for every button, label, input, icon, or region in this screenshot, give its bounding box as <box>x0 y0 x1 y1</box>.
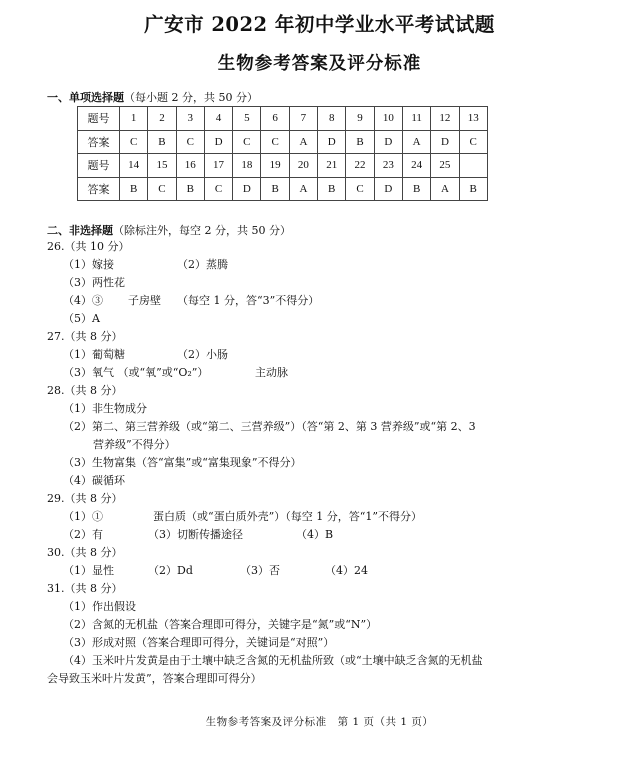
q31-answer-2: （2）含氮的无机盐（答案合理即可得分，关键字是“氮”或“N”） <box>63 618 378 631</box>
q26-answer-4b: 子房壁 <box>128 294 161 307</box>
answer-cell: C <box>176 130 204 154</box>
question-number: 5 <box>233 107 261 131</box>
question-number: 15 <box>148 154 176 178</box>
q28-answer-3: （3）生物富集（答“富集”或“富集现象”不得分） <box>63 456 302 469</box>
question-number: 13 <box>459 107 487 131</box>
row-label: 答案 <box>78 130 120 154</box>
q26-answer-5: （5）A <box>63 312 100 325</box>
answer-cell: C <box>233 130 261 154</box>
q27-answer-3b: 主动脉 <box>255 366 288 379</box>
question-number <box>459 154 487 178</box>
answer-cell: D <box>318 130 346 154</box>
answer-cell: D <box>204 130 232 154</box>
answer-cell: B <box>459 177 487 201</box>
section1-note: （每小题 2 分，共 50 分） <box>124 91 258 104</box>
table-row <box>78 130 488 154</box>
answer-cell: C <box>346 177 374 201</box>
answer-cell: A <box>431 177 459 201</box>
table-row <box>78 154 488 178</box>
table-row <box>78 177 488 201</box>
answer-cell: D <box>233 177 261 201</box>
row-label: 题号 <box>78 154 120 178</box>
q26-answer-4a: （4）③ <box>63 294 103 307</box>
section2-title: 二、非选择题 <box>47 224 113 237</box>
question-number: 10 <box>374 107 402 131</box>
q28-answer-4: （4）碳循环 <box>63 474 125 487</box>
section2-note: （除标注外，每空 2 分，共 50 分） <box>113 224 291 237</box>
question-number: 3 <box>176 107 204 131</box>
q26-answer-4-note: （每空 1 分，答“3”不得分） <box>177 294 320 307</box>
q30-heading: 30.（共 8 分） <box>47 546 123 559</box>
table-row <box>78 107 488 131</box>
q30-answer-2: （2）Dd <box>148 564 193 577</box>
question-number: 25 <box>431 154 459 178</box>
page-footer: 生物参考答案及评分标准 第 1 页（共 1 页） <box>205 716 434 728</box>
answer-cell: B <box>318 177 346 201</box>
question-number: 12 <box>431 107 459 131</box>
question-number: 22 <box>346 154 374 178</box>
answer-cell: A <box>402 130 430 154</box>
q31-answer-1: （1）作出假设 <box>63 600 136 613</box>
q31-answer-3: （3）形成对照（答案合理即可得分，关键词是“对照”） <box>63 636 335 649</box>
question-number: 9 <box>346 107 374 131</box>
row-label: 答案 <box>78 177 120 201</box>
answer-cell: B <box>148 130 176 154</box>
answer-cell: B <box>120 177 148 201</box>
question-number: 2 <box>148 107 176 131</box>
q26-answer-3: （3）两性花 <box>63 276 125 289</box>
page-subtitle: 生物参考答案及评分标准 <box>217 54 422 74</box>
q29-heading: 29.（共 8 分） <box>47 492 123 505</box>
answer-cell: D <box>374 130 402 154</box>
answer-cell: C <box>148 177 176 201</box>
question-number: 1 <box>120 107 148 131</box>
answer-cell: C <box>204 177 232 201</box>
q28-answer-2: （2）第二、第三营养级（或“第二、三营养级”）（答“第 2、第 3 营养级”或“第 2、3 <box>63 420 476 433</box>
q29-answer-4: （4）B <box>296 528 334 541</box>
q26-answer-2: （2）蒸腾 <box>177 258 228 271</box>
q29-answer-1a: （1）① <box>63 510 103 523</box>
page-title: 广安市 2022 年初中学业水平考试试题 <box>144 13 495 36</box>
row-label: 题号 <box>78 107 120 131</box>
q30-answer-1: （1）显性 <box>63 564 114 577</box>
q27-answer-3a: （3）氧气 （或“氧”或“O₂”） <box>63 366 209 379</box>
answer-cell: A <box>289 130 317 154</box>
question-number: 21 <box>318 154 346 178</box>
question-number: 17 <box>204 154 232 178</box>
answer-cell: B <box>346 130 374 154</box>
answer-cell: A <box>289 177 317 201</box>
q27-heading: 27.（共 8 分） <box>47 330 123 343</box>
q31-answer-4-cont: 会导致玉米叶片发黄”，答案合理即可得分） <box>47 672 262 685</box>
question-number: 7 <box>289 107 317 131</box>
question-number: 18 <box>233 154 261 178</box>
q30-answer-4: （4）24 <box>325 564 368 577</box>
answer-cell: B <box>261 177 289 201</box>
q28-heading: 28.（共 8 分） <box>47 384 123 397</box>
answer-cell: C <box>120 130 148 154</box>
q27-answer-1: （1）葡萄糖 <box>63 348 125 361</box>
q28-answer-2-cont: 营养级”不得分） <box>93 438 176 451</box>
question-number: 6 <box>261 107 289 131</box>
answer-cell: B <box>402 177 430 201</box>
q27-answer-2: （2）小肠 <box>177 348 228 361</box>
question-number: 20 <box>289 154 317 178</box>
question-number: 14 <box>120 154 148 178</box>
question-number: 23 <box>374 154 402 178</box>
question-number: 16 <box>176 154 204 178</box>
question-number: 19 <box>261 154 289 178</box>
question-number: 11 <box>402 107 430 131</box>
q26-heading: 26.（共 10 分） <box>47 240 130 253</box>
q26-answer-1: （1）嫁接 <box>63 258 114 271</box>
q29-answer-3: （3）切断传播途径 <box>148 528 243 541</box>
question-number: 24 <box>402 154 430 178</box>
q31-heading: 31.（共 8 分） <box>47 582 123 595</box>
answer-cell: D <box>374 177 402 201</box>
section1-heading <box>47 89 258 105</box>
q31-answer-4: （4）玉米叶片发黄是由于土壤中缺乏含氮的无机盐所致（或“土壤中缺乏含氮的无机盐 <box>63 654 483 667</box>
q29-answer-2: （2）有 <box>63 528 103 541</box>
question-number: 8 <box>318 107 346 131</box>
q30-answer-3: （3）否 <box>240 564 280 577</box>
answer-table <box>77 106 488 201</box>
q28-answer-1: （1）非生物成分 <box>63 402 147 415</box>
question-number: 4 <box>204 107 232 131</box>
answer-cell: B <box>176 177 204 201</box>
section1-title: 一、单项选择题 <box>47 91 124 104</box>
answer-cell: C <box>261 130 289 154</box>
answer-cell: C <box>459 130 487 154</box>
answer-cell: D <box>431 130 459 154</box>
section2-heading <box>47 222 291 238</box>
q29-answer-1b: 蛋白质（或“蛋白质外壳”）（每空 1 分，答“1”不得分） <box>153 510 422 523</box>
